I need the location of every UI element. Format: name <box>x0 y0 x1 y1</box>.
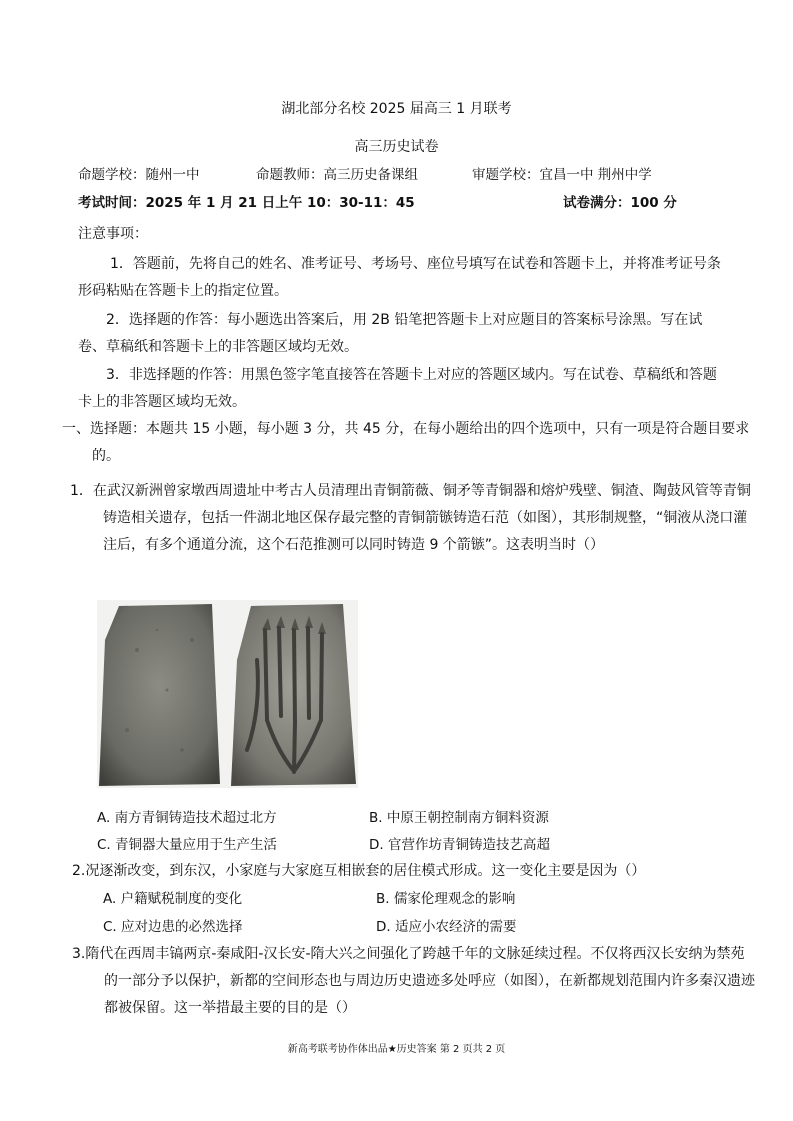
note-item: 3．非选择题的作答：用黑色签字笔直接答在答题卡上对应的答题区域内。写在试卷、草稿纸和答题卡上的非答题区域均无效。 <box>78 367 717 410</box>
section-heading: 一、选择题：本题共 15 小题，每小题 3 分，共 45 分，在每小题给出的四个选项中，只有一项是符合题目要求的。 <box>62 421 750 464</box>
note-item: 1．答题前，先将自己的姓名、准考证号、考场号、座位号填写在试卷和答题卡上，并将准考证号条形码粘贴在答题卡上的指定位置。 <box>78 256 721 299</box>
q1-option-c: C. 青铜器大量应用于生产生活 <box>97 837 278 853</box>
q1-option-a: A. 南方青铜铸造技术超过北方 <box>97 810 277 826</box>
exam-subtitle: 高三历史试卷 <box>354 139 439 155</box>
proposer-school: 命题学校：随州一中 <box>78 167 200 183</box>
reviewer-school: 审题学校：宜昌一中 荆州中学 <box>472 167 652 183</box>
exam-title: 湖北部分名校 2025 届高三 1 月联考 <box>281 101 512 117</box>
stone-mold-photo <box>97 600 358 788</box>
q2-option-c: C. 应对边患的必然选择 <box>103 919 243 935</box>
mold-back-face <box>99 604 220 786</box>
question-1-stem: 1．在武汉新洲曾家墩西周遗址中考古人员清理出青铜箭薇、铜矛等青铜器和熔炉残壁、铜渣、陶鼓风管等青铜铸造相关遗存，包括一件湖北地区保存最完整的青铜箭镞铸造石范（如图），其形制规整，“铜液从浇口灌注后，有多个通道分流，这个石范推测可以同时铸造 9 个箭镞”。这表明当时（） <box>70 483 751 553</box>
notes-heading: 注意事项： <box>78 226 148 242</box>
exam-time: 考试时间：2025 年 1 月 21 日上午 10：30-11：45 <box>78 195 415 211</box>
q1-option-d: D. 官营作坊青铜铸造技艺高超 <box>369 837 550 853</box>
q2-option-d: D. 适应小农经济的需要 <box>376 919 517 935</box>
question-2-stem: 2.况逐渐改变，到东汉，小家庭与大家庭互相嵌套的居住模式形成。这一变化主要是因为（） <box>72 863 646 879</box>
q1-option-b: B. 中原王朝控制南方铜料资源 <box>369 810 549 826</box>
proposer-teacher: 命题教师：高三历史备课组 <box>256 167 418 183</box>
stone-mold-image <box>97 600 358 788</box>
page-footer: 新高考联考协作体出品★历史答案 第 2 页共 2 页 <box>287 1044 506 1055</box>
full-score: 试卷满分：100 分 <box>563 195 677 211</box>
q2-option-a: A. 户籍赋税制度的变化 <box>103 891 243 907</box>
q2-option-b: B. 儒家伦理观念的影响 <box>376 891 516 907</box>
note-item: 2．选择题的作答：每小题选出答案后，用 2B 铅笔把答题卡上对应题目的答案标号涂黑。写在试卷、草稿纸和答题卡上的非答题区域均无效。 <box>78 312 703 355</box>
question-3-stem: 3.隋代在西周丰镐两京-秦咸阳-汉长安-隋大兴之间强化了跨越千年的文脉延续过程。不仅将西汉长安纳为禁苑的一部分予以保护，新都的空间形态也与周边历史遗迹多处呼应（如图），在新都规划范围内许多秦汉遗迹都被保留。这一举措最主要的目的是（） <box>72 946 755 1016</box>
